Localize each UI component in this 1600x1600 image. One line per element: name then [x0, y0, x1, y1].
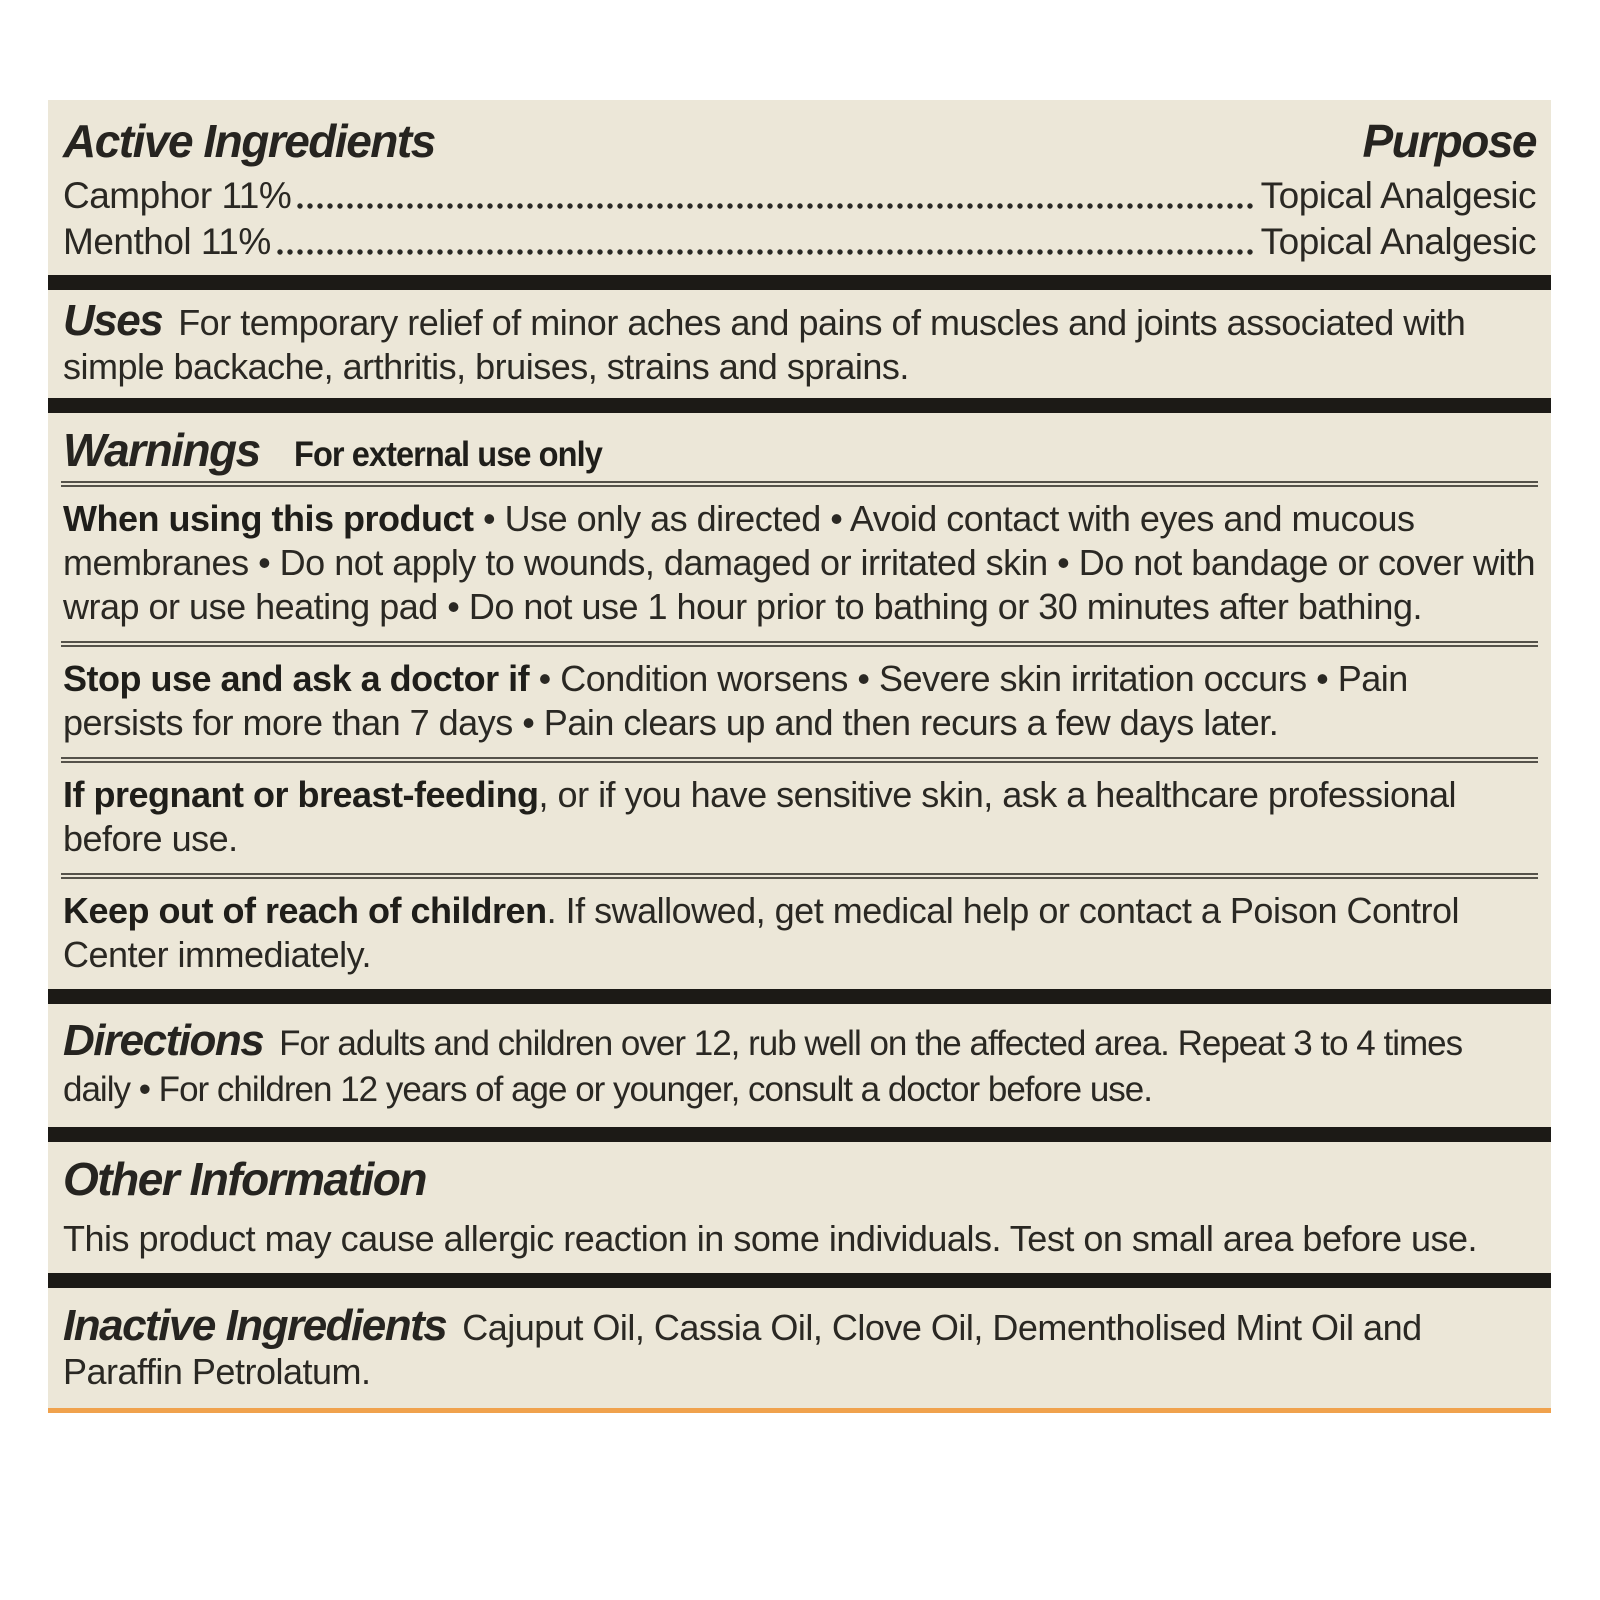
- warnings-subheading: For external use only: [293, 434, 602, 474]
- warning-lead: If pregnant or breast-feeding: [63, 774, 539, 816]
- dotted-leader: [295, 173, 1256, 219]
- dotted-leader: [275, 219, 1257, 265]
- active-ingredients-header-row: [63, 116, 1536, 167]
- warning-lead: Keep out of reach of children: [63, 890, 547, 932]
- section-divider-bar: [48, 398, 1551, 413]
- section-divider-bar: [48, 1273, 1551, 1288]
- warning-paragraph-pregnant: [48, 763, 1551, 873]
- ingredient-row: [63, 173, 1536, 219]
- uses-heading: Uses: [63, 295, 163, 345]
- uses-section: [48, 290, 1551, 398]
- warning-text: . If swallowed, get medical help or contact a Poison Control Center immediately.: [63, 890, 1460, 976]
- section-divider-bar: [48, 1127, 1551, 1142]
- directions-section: [48, 1004, 1551, 1127]
- drug-facts-label: [48, 100, 1551, 1413]
- other-information-text: This product may cause allergic reaction in some individuals. Test on small area before use.: [63, 1217, 1478, 1259]
- warning-text: • Use only as directed • Avoid contact with eyes and mucous membranes • Do not apply to wounds, damaged or irritated skin • Do not bandage or cover with wrap or use heating pad • Do not use 1 hour prior to bathing or 30 minutes after bathing.: [63, 498, 1536, 628]
- section-divider-bar: [48, 275, 1551, 290]
- other-information-heading: Other Information: [63, 1153, 426, 1206]
- warning-paragraph-when-using: [48, 487, 1551, 641]
- warning-text: , or if you have sensitive skin, ask a healthcare professional before use.: [63, 774, 1457, 860]
- warning-paragraph-stop-use: [48, 647, 1551, 757]
- warnings-header: [48, 413, 1551, 482]
- inactive-ingredients-section: [48, 1288, 1551, 1408]
- inactive-ingredients-heading: Inactive Ingredients: [63, 1300, 447, 1350]
- ingredient-name: Camphor 11%: [63, 174, 292, 216]
- warning-text: • Condition worsens • Severe skin irritation occurs • Pain persists for more than 7 days • Pain clears up and then recurs a few days later.: [63, 658, 1408, 744]
- directions-text: For adults and children over 12, rub well on the affected area. Repeat 3 to 4 times daily • For children 12 years of age or younger, consult a doctor before use.: [63, 1024, 1463, 1110]
- active-ingredients-section: [48, 100, 1551, 275]
- active-ingredients-heading: Active Ingredients: [63, 115, 435, 167]
- purpose-heading: Purpose: [1362, 115, 1536, 167]
- warnings-heading: Warnings: [63, 423, 260, 476]
- ingredient-purpose: Topical Analgesic: [1260, 174, 1536, 216]
- section-divider-bar: [48, 989, 1551, 1004]
- warning-lead: When using this product: [63, 498, 474, 540]
- other-information-section: [48, 1142, 1551, 1273]
- ingredient-purpose: Topical Analgesic: [1260, 220, 1536, 262]
- warning-lead: Stop use and ask a doctor if: [63, 658, 530, 700]
- warning-paragraph-keep-out: [48, 879, 1551, 989]
- uses-text: For temporary relief of minor aches and pains of muscles and joints associated with simple backache, arthritis, bruises, strains and sprains.: [63, 301, 1466, 387]
- directions-heading: Directions: [63, 1016, 264, 1066]
- inactive-ingredients-text: Cajuput Oil, Cassia Oil, Clove Oil, Dementholised Mint Oil and Paraffin Petrolatum.: [63, 1306, 1422, 1392]
- ingredient-row: [63, 219, 1536, 265]
- ingredient-name: Menthol 11%: [63, 220, 271, 262]
